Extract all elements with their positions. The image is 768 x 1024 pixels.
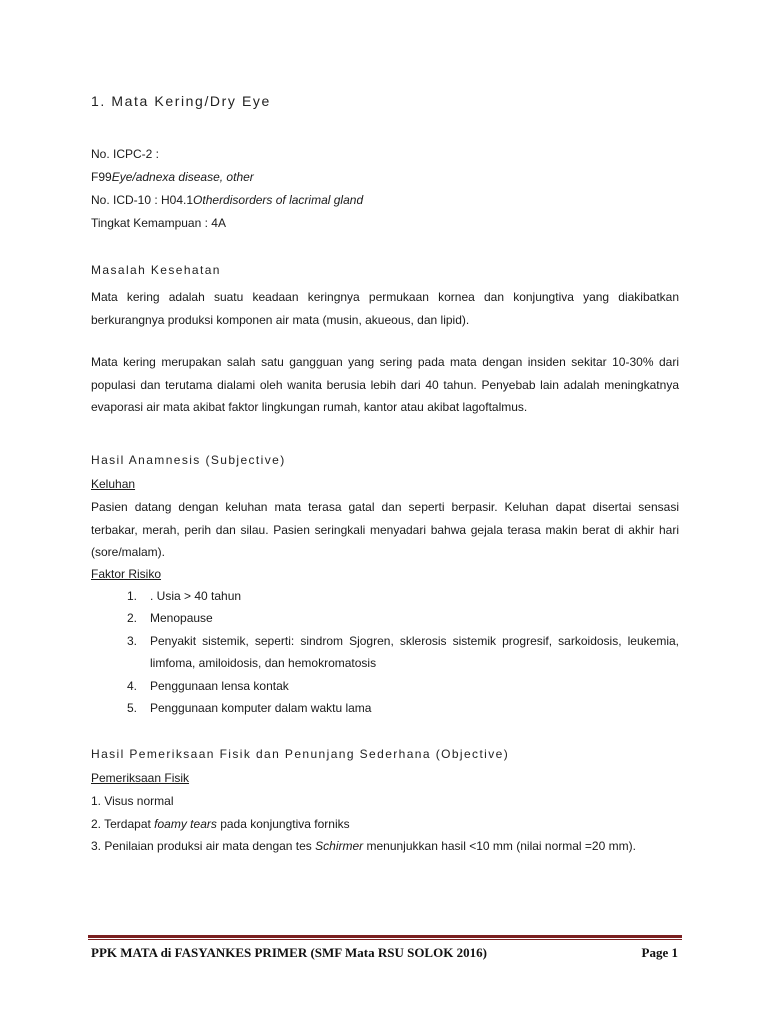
pemeriksaan-item-1: 1. Visus normal [91, 794, 174, 808]
item-text: 3. Penilaian produksi air mata dengan tes [91, 839, 316, 853]
pemeriksaan-list [91, 790, 636, 858]
footer-title: PPK MATA di FASYANKES PRIMER (SMF Mata RSU SOLOK 2016) [91, 945, 487, 960]
footer-rule-thick [88, 935, 682, 938]
page-number: Page 1 [641, 945, 678, 960]
faktor-risiko-label: Faktor Risiko [91, 567, 162, 581]
item-text: menunjukkan hasil <10 mm (nilai normal =20 mm). [363, 839, 636, 853]
list-item [91, 607, 679, 629]
icpc-code: F99 [91, 170, 112, 184]
list-item-text: Menopause [150, 611, 213, 626]
list-item [91, 697, 679, 719]
pemeriksaan-item-2 [91, 813, 636, 836]
list-item-text: Penyakit sistemik, seperti: sindrom Sjogren, sklerosis sistemik progresif, sarkoidosis, leukemia, limfoma, amiloidosis, dan hemokromatosis [150, 633, 679, 671]
keluhan-label: Keluhan [91, 477, 136, 491]
icpc-desc: Eye/adnexa disease, other [111, 170, 254, 184]
section-heading-masalah: Masalah Kesehatan [91, 263, 221, 277]
list-item-number: 1. [126, 589, 137, 603]
item-text: 2. Terdapat [91, 816, 155, 831]
faktor-risiko-list [91, 585, 679, 719]
list-item-number: 4. [126, 678, 137, 693]
page-title: 1. Mata Kering/Dry Eye [91, 93, 271, 109]
icd-desc: Otherdisorders of lacrimal gland [193, 193, 364, 207]
masalah-paragraph-2: Mata kering merupakan salah satu gangguan yang sering pada mata dengan insiden sekitar 10-30% dari populasi dan terutama dialami oleh wanita berusia lebih dari 40 tahun. Penyebab lain adalah meningkatnya evaporasi air mata akibat faktor lingkungan rumah, kantor atau akibat lagoftalmus. [91, 355, 679, 414]
list-item-number: 2. [126, 611, 137, 626]
icpc-line [91, 166, 363, 189]
footer-rule-thin [88, 939, 682, 940]
section-heading-anamnesis: Hasil Anamnesis (Subjective) [91, 453, 286, 467]
list-item-number: 5. [126, 701, 137, 716]
item-text: pada konjungtiva forniks [216, 816, 350, 831]
list-item-text: Penggunaan lensa kontak [150, 678, 289, 693]
icpc-label: No. ICPC-2 : [91, 147, 160, 161]
masalah-paragraph-1: Mata kering adalah suatu keadaan keringnya permukaan kornea dan konjungtiva yang diakibatkan berkurangnya produksi komponen air mata (musin, akueous, dan lipid). [91, 290, 679, 327]
pemeriksaan-item-3 [91, 835, 636, 858]
item-emphasis: Schirmer [315, 839, 364, 853]
list-item [91, 585, 679, 607]
item-emphasis: foamy tears [154, 816, 217, 831]
icd-label: No. ICD-10 : H04.1 [91, 193, 194, 207]
list-item-number: 3. [126, 633, 137, 648]
list-item-text: . Usia > 40 tahun [150, 589, 242, 603]
code-block [91, 143, 363, 235]
competency-level: Tingkat Kemampuan : 4A [91, 216, 226, 230]
list-item-text: Penggunaan komputer dalam waktu lama [150, 701, 372, 716]
section-heading-pemeriksaan: Hasil Pemeriksaan Fisik dan Penunjang Sederhana (Objective) [91, 747, 510, 761]
list-item [91, 630, 679, 675]
keluhan-paragraph: Pasien datang dengan keluhan mata terasa gatal dan seperti berpasir. Keluhan dapat disertai sensasi terbakar, merah, perih dan silau. Pasien seringkali menyadari bahwa gejala terasa makin berat di akhir hari (sore/malam). [91, 500, 679, 559]
list-item [91, 675, 679, 697]
pemeriksaan-fisik-label: Pemeriksaan Fisik [91, 771, 190, 785]
icd-line [91, 189, 363, 212]
